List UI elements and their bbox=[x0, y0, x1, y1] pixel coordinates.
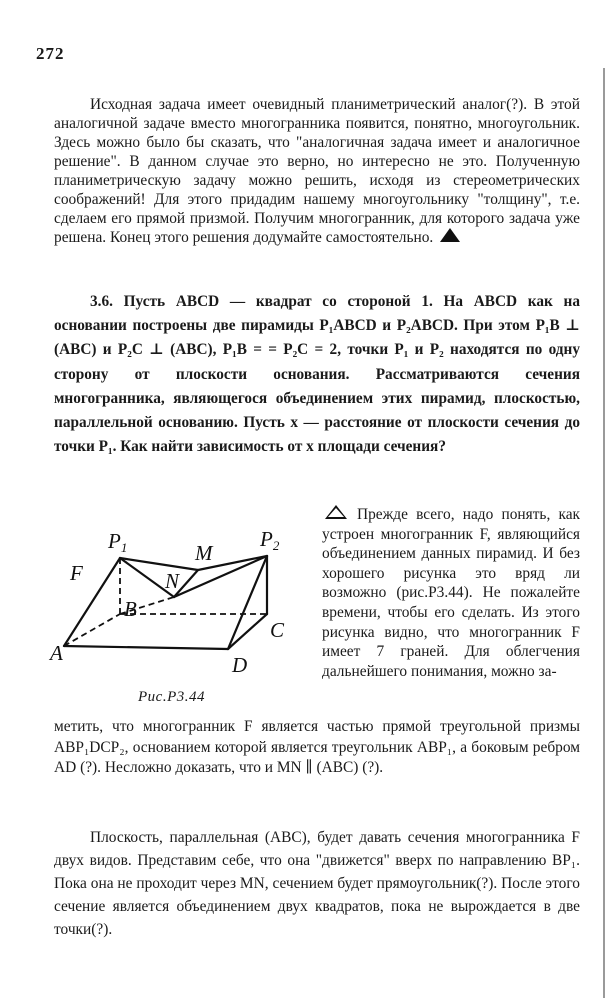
edge-DC bbox=[228, 614, 267, 649]
label-M: M bbox=[195, 541, 213, 565]
polyhedron-diagram bbox=[46, 522, 306, 682]
label-D: D bbox=[232, 653, 248, 677]
label-N: N bbox=[165, 569, 180, 593]
solution-side-text bbox=[322, 505, 580, 681]
hidden-edge-AB bbox=[64, 614, 120, 646]
problem-text: Пусть ABCD — квадрат со стороной 1. На ABCD как на основании построены две пирамиды P₁ABCD и P₂ABCD. При этом P₁B ⊥ (ABC) и P₂C ⊥ (ABC), P₁B = = P₂C = 2, точки P₁ и P₂ находятся по одну сторону от плоскости основания. Рассматриваются сечения многогранника, являющегося объединением этих пирамид, плоскостью, параллельной основанию. Пусть x — расстояние от плоскости сечения до точки P₁. Как найти зависимость от x площади сечения? bbox=[54, 293, 580, 456]
paragraph-intro bbox=[54, 95, 580, 247]
paragraph-intro-text: Исходная задача имеет очевидный планиметрический аналог(?). В этой аналогичной задаче вместо многогранника появится, понятно, многоугольник. Здесь можно было бы сказать, что "аналогичная задача имеет и аналогичное решение". В данном случае это верно, но интересно не это. Полученную планиметрическую задачу можно решить, исходя из стереометрических соображений! Для этого придадим нашему многоугольнику "толщину", т.е. сделаем его прямой призмой. Получим многогранник, для которого задача уже решена. Конец этого решения додумайте самостоятельно. bbox=[54, 96, 580, 246]
label-C: C bbox=[270, 618, 285, 642]
end-of-solution-icon bbox=[440, 228, 460, 242]
solution-side-body: Прежде всего, надо понять, как устроен многогранник F, являющийся объединением данных пирамид. И без хорошего рисунка это вряд ли возможно (рис.Р3.44). Не пожалейте времени, чтобы его сделать. Из этого рисунка видно, что многогранник F имеет 7 граней. Для облегчения дальнейшего понимания, можно за- bbox=[322, 506, 580, 680]
problem-statement bbox=[54, 290, 580, 459]
label-F: F bbox=[70, 561, 83, 585]
figure-caption: Рис.Р3.44 bbox=[138, 689, 205, 705]
solution-start-icon bbox=[325, 505, 347, 519]
label-P2: P2 bbox=[260, 527, 280, 553]
page-number: 272 bbox=[36, 44, 65, 63]
edge-P1M bbox=[120, 558, 198, 570]
problem-label: 3.6. bbox=[90, 293, 113, 310]
label-B: B bbox=[124, 597, 137, 621]
solution-continuation: метить, что многогранник F является частью прямой треугольной призмы ABP₁DCP₂, основанием которой является треугольник ABP₁, а боковым ребром AD (?). Несложно доказать, что и MN ∥ (ABC) (?). bbox=[54, 718, 580, 776]
page-edge-rule bbox=[603, 68, 605, 998]
edge-AD bbox=[64, 646, 228, 649]
label-A: A bbox=[50, 641, 63, 665]
label-P1: P1 bbox=[108, 529, 128, 555]
paragraph-sections: Плоскость, параллельная (ABC), будет давать сечения многогранника F двух видов. Представим себе, что она "движется" вверх по направлению BP₁. Пока она не проходит через MN, сечением будет прямоугольник(?). После этого сечение является объединением двух квадратов, пока не вырождается в две точки(?). bbox=[54, 829, 580, 938]
figure-polyhedron bbox=[46, 522, 306, 687]
